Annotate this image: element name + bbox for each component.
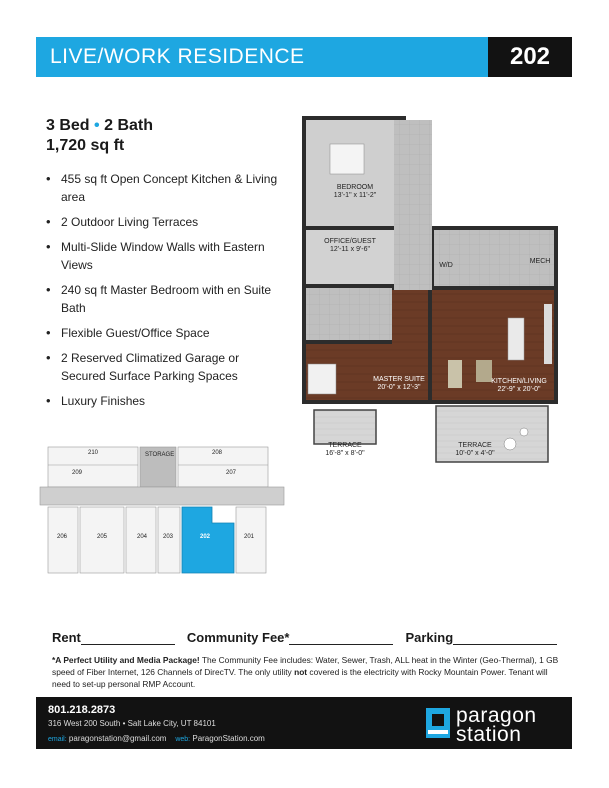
terrace-1-dims: 16'-8" x 8'-0": [325, 450, 365, 457]
master-suite-label: [364, 376, 434, 392]
phone-number[interactable]: 801.218.2873: [48, 704, 116, 716]
terrace-1-name: TERRACE: [328, 442, 362, 449]
unit-number: 202: [488, 37, 572, 77]
unit-203-label: 203: [163, 534, 174, 540]
feature-item: • 2 Outdoor Living Terraces: [46, 213, 286, 231]
bedroom-dims: 13'-1" x 11'-2": [333, 192, 377, 199]
feature-item: • Flexible Guest/Office Space: [46, 324, 286, 342]
community-fee-label: Community Fee*: [186, 630, 290, 645]
email-link[interactable]: paragonstation@gmail.com: [68, 734, 167, 743]
logo-word-paragon: paragon: [456, 704, 537, 727]
unit-209-label: 209: [72, 470, 83, 476]
contact-line: [48, 734, 265, 743]
address: 316 West 200 South • Salt Lake City, UT 84101: [48, 719, 216, 728]
floor-plan-drawing: [300, 114, 562, 466]
rent-label: Rent: [52, 630, 81, 645]
paragon-station-logo: [424, 702, 564, 746]
feature-item: • Multi-Slide Window Walls with Eastern Views: [46, 238, 286, 274]
parking-label: Parking: [405, 630, 454, 645]
square-footage: 1,720 sq ft: [46, 137, 125, 154]
parking-field: [405, 630, 557, 645]
rent-field: [52, 630, 175, 645]
office-label: [310, 238, 390, 254]
terrace-2-dims: 10'-0" x 4'-0": [455, 450, 495, 457]
page-title: LIVE/WORK RESIDENCE: [36, 37, 488, 77]
unit-202-label: 202: [200, 534, 211, 540]
storage-label: STORAGE: [145, 452, 175, 458]
terrace-1-label: [312, 442, 378, 458]
fine-print-lead: *A Perfect Utility and Media Package!: [52, 655, 200, 665]
unit-210-label: 210: [88, 450, 99, 456]
terrace-2-label: [440, 442, 510, 458]
office-name: OFFICE/GUEST: [324, 238, 376, 245]
logo-word-station: station: [456, 723, 522, 746]
bed-bath: [46, 116, 286, 136]
fine-print-body-1: The Community Fee includes: Water, Sewer, Trash, ALL heat in the Winter (Geo-Thermal), 1 GB speed of Fiber Internet, 126 Channels of DirecTV. The only utility: [52, 655, 559, 677]
feature-list: [46, 170, 286, 410]
unit-201-label: 201: [244, 534, 255, 540]
separator-dot: •: [94, 117, 100, 134]
logo-mark-icon: [424, 704, 454, 744]
email-label: email:: [48, 736, 67, 743]
kitchen-living-label: [486, 378, 552, 394]
master-suite-name: MASTER SUITE: [373, 376, 425, 383]
wd-label: W/D: [439, 262, 453, 269]
rent-blank[interactable]: [81, 633, 175, 645]
fine-print-body-2: covered is the electricity with Rocky Mountain Power. Tenant will need to set-up personal RMP Account.: [52, 667, 548, 689]
kitchen-living-name: KITCHEN/LIVING: [491, 378, 547, 385]
baths: 2 Bath: [104, 117, 153, 134]
feature-item: • 455 sq ft Open Concept Kitchen & Living area: [46, 170, 286, 206]
master-suite-dims: 20'-0" x 12'-3": [377, 384, 421, 391]
footer: [36, 697, 572, 749]
website-link[interactable]: ParagonStation.com: [192, 734, 265, 743]
bedroom-name: BEDROOM: [336, 184, 374, 191]
fee-form: [52, 630, 562, 645]
bedroom-label: [320, 184, 390, 200]
terrace-2-name: TERRACE: [458, 442, 492, 449]
unit-207-label: 207: [226, 470, 237, 476]
mech-label: MECH: [529, 258, 551, 265]
site-map-drawing: [36, 437, 288, 585]
building-site-map: [36, 437, 288, 585]
unit-206-label: 206: [57, 534, 68, 540]
unit-204-label: 204: [137, 534, 148, 540]
header-bar: [36, 37, 572, 77]
community-fee-blank[interactable]: [289, 633, 393, 645]
web-label: web:: [175, 736, 191, 743]
unit-208-label: 208: [212, 450, 223, 456]
feature-item: • 240 sq ft Master Bedroom with en Suite Bath: [46, 281, 286, 317]
feature-item: • Luxury Finishes: [46, 392, 286, 410]
beds: 3 Bed: [46, 117, 90, 134]
feature-item: • 2 Reserved Climatized Garage or Secured Surface Parking Spaces: [46, 349, 286, 385]
parking-blank[interactable]: [453, 633, 557, 645]
office-dims: 12'-11 x 9'-6": [329, 246, 371, 253]
fine-print-not: not: [294, 667, 308, 677]
floor-plan: [300, 114, 562, 466]
kitchen-living-dims: 22'-9" x 20'-0": [497, 386, 541, 393]
unit-205-label: 205: [97, 534, 108, 540]
community-fee-field: [187, 630, 394, 645]
utility-package-note: [52, 654, 564, 690]
unit-specs: [46, 116, 286, 417]
